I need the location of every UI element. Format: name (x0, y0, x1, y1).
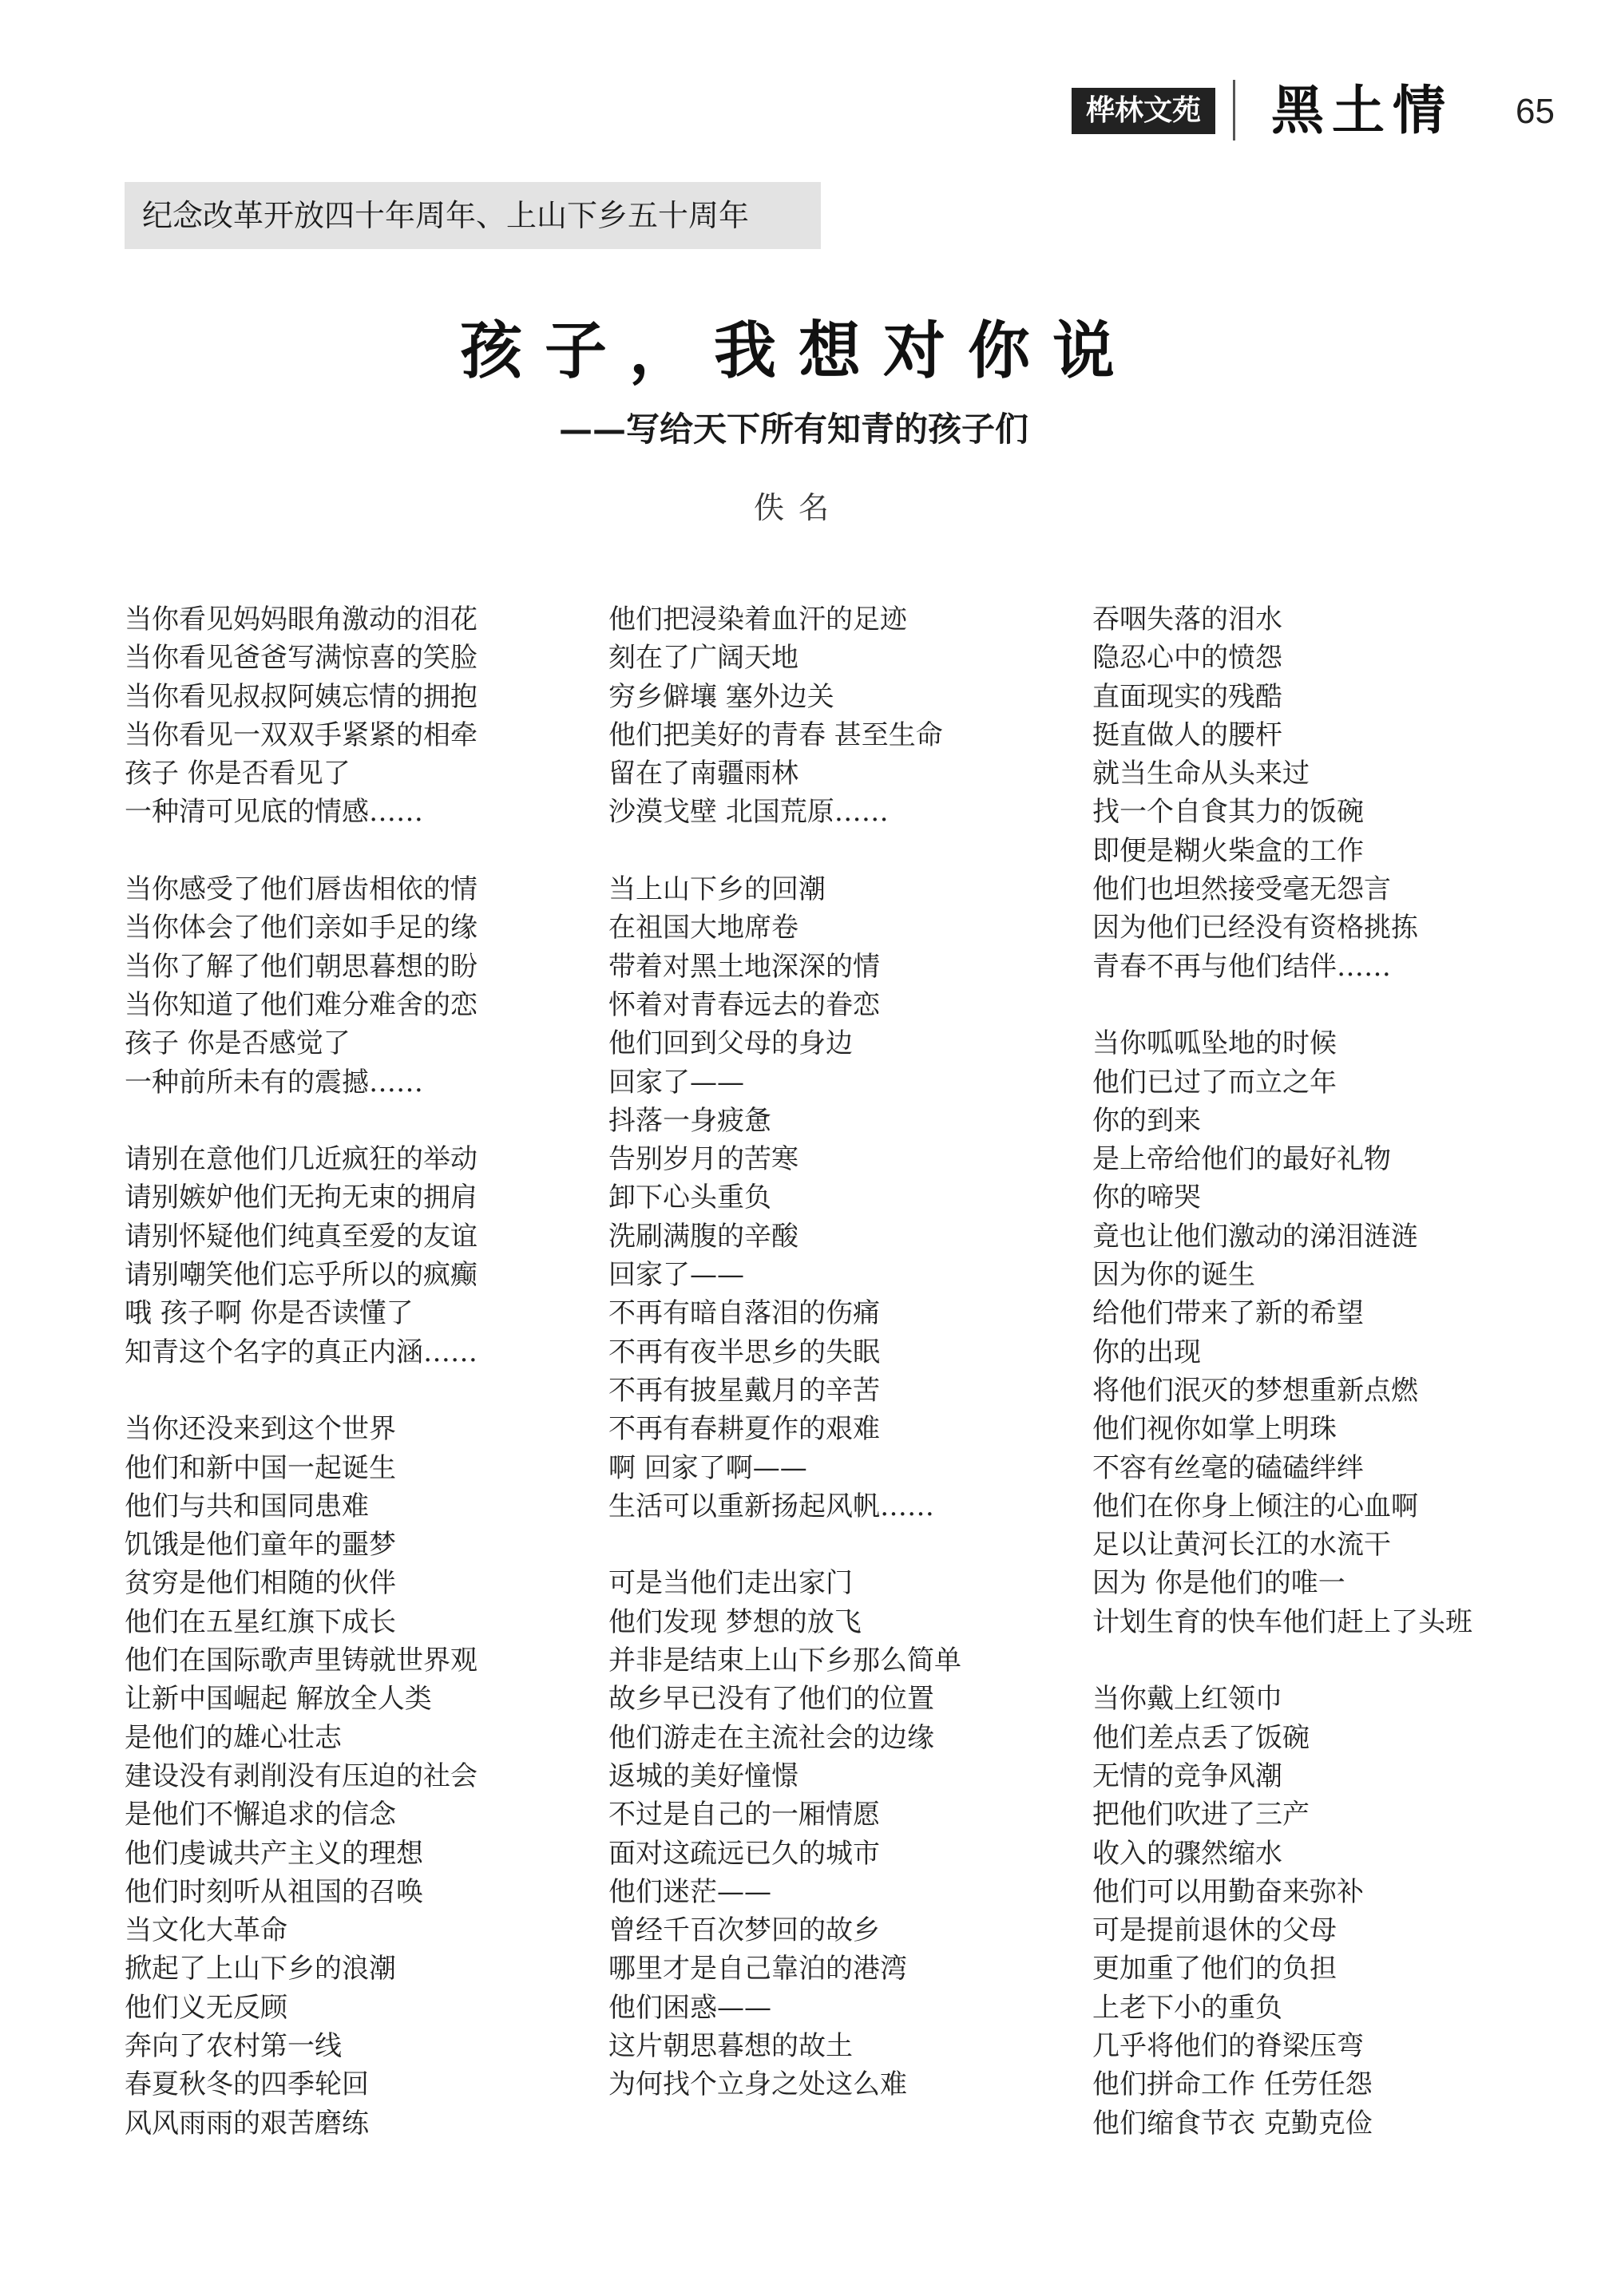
poem-line: 带着对黑土地深深的情 (608, 950, 880, 983)
poem-line: 他们时刻听从祖国的召唤 (125, 1875, 423, 1908)
poem-line: 将他们泯灭的梦想重新点燃 (1092, 1374, 1418, 1407)
poem-line: 当你戴上红领巾 (1092, 1683, 1282, 1716)
stanza-break (125, 1372, 572, 1410)
poem-line: 他们拼命工作 任劳任怨 (1092, 2068, 1373, 2101)
poem-line: 当文化大革命 (125, 1914, 287, 1947)
poem-line: 饥饿是他们童年的噩梦 (125, 1529, 396, 1562)
poem-line: 可是当他们走出家门 (608, 1567, 853, 1600)
poem-subtitle: ——写给天下所有知青的孩子们 (559, 410, 1029, 449)
poem-line: 曾经千百次梦回的故乡 (608, 1914, 880, 1947)
poem-line: 为何找个立身之处这么难 (608, 2068, 907, 2101)
poem-line: 收入的骤然缩水 (1092, 1837, 1282, 1870)
poem-line: 哪里才是自己靠泊的港湾 (608, 1953, 907, 1985)
section-tag: 桦林文苑 (1072, 88, 1215, 134)
poem-line: 因为他们已经没有资格挑拣 (1092, 912, 1418, 944)
poem-line: 当你知道了他们难分难舍的恋 (125, 988, 478, 1021)
poem-line: 留在了南疆雨林 (608, 758, 798, 790)
poem-line: 当你看见叔叔阿姨忘情的拥抱 (125, 680, 478, 713)
poem-column-3 (1092, 600, 1587, 2143)
poem-line: 奔向了农村第一线 (125, 2029, 342, 2062)
poem-line: 因为你的诞生 (1092, 1259, 1255, 1292)
poem-line: 他们在国际歌声里铸就世界观 (125, 1645, 478, 1677)
poem-line: 你的啼哭 (1092, 1182, 1201, 1214)
poem-line: 在祖国大地席卷 (608, 912, 798, 944)
poem-line: 掀起了上山下乡的浪潮 (125, 1953, 396, 1985)
poem-line: 他们游走在主流社会的边缘 (608, 1721, 934, 1754)
stanza-break (1092, 1641, 1587, 1680)
poem-line: 孩子 你是否看见了 (125, 758, 351, 790)
poem-line: 建设没有剥削没有压迫的社会 (125, 1760, 478, 1792)
poem-line: 他们差点丢了饭碗 (1092, 1721, 1310, 1754)
poem-line: 不再有披星戴月的辛苦 (608, 1374, 880, 1407)
poem-line: 找一个自食其力的饭碗 (1092, 796, 1364, 829)
poem-line: 可是提前退休的父母 (1092, 1914, 1337, 1947)
poem-line: 春夏秋冬的四季轮回 (125, 2068, 369, 2101)
page-number: 65 (1516, 92, 1555, 131)
poem-line: 即便是糊火柴盒的工作 (1092, 834, 1364, 867)
poem-line: 把他们吹进了三产 (1092, 1799, 1310, 1831)
poem-line: 抖落一身疲惫 (608, 1104, 771, 1137)
poem-line: 卸下心头重负 (608, 1182, 771, 1214)
stanza-break (125, 832, 572, 870)
stanza-break (608, 1526, 1056, 1564)
poem-line: 他们把美好的青春 甚至生命 (608, 718, 943, 751)
poem-line: 隐忍心中的愤怨 (1092, 642, 1282, 675)
magazine-brand: 黑土情 (1271, 79, 1453, 141)
poem-line: 更加重了他们的负担 (1092, 1953, 1337, 1985)
poem-line: 他们与共和国同患难 (125, 1490, 369, 1522)
poem-line: 一种清可见底的情感…… (125, 796, 423, 829)
anniversary-banner: 纪念改革开放四十年周年、上山下乡五十周年 (125, 182, 821, 249)
poem-column-1 (125, 600, 572, 2143)
poem-line: 请别在意他们几近疯狂的举动 (125, 1143, 478, 1176)
poem-line: 当你还没来到这个世界 (125, 1413, 396, 1446)
poem-line: 当你看见一双双手紧紧的相牵 (125, 718, 478, 751)
poem-title: 孩子，我想对你说 (459, 315, 1137, 387)
poem-line: 是他们不懈追求的信念 (125, 1799, 396, 1831)
poem-line: 告别岁月的苦寒 (608, 1143, 798, 1176)
poem-line: 就当生命从头来过 (1092, 758, 1310, 790)
poem-column-2 (608, 600, 1056, 2104)
poem-line: 当你看见妈妈眼角激动的泪花 (125, 604, 478, 635)
poem-line: 风风雨雨的艰苦磨练 (125, 2107, 369, 2140)
poem-line: 他们困惑—— (608, 1991, 771, 2024)
poem-line: 挺直做人的腰杆 (1092, 718, 1282, 751)
poem-line: 他们在你身上倾注的心血啊 (1092, 1490, 1418, 1522)
poem-line: 洗刷满腹的辛酸 (608, 1220, 798, 1253)
poem-line: 请别嫉妒他们无拘无束的拥肩 (125, 1182, 478, 1214)
poem-line: 返城的美好憧憬 (608, 1760, 798, 1792)
poem-line: 并非是结束上山下乡那么简单 (608, 1645, 961, 1677)
poem-line: 上老下小的重负 (1092, 1991, 1282, 2024)
poem-line: 他们义无反顾 (125, 1991, 287, 2024)
poem-line: 孩子 你是否感觉了 (125, 1027, 351, 1060)
poem-author: 佚名 (753, 490, 843, 525)
poem-line: 让新中国崛起 解放全人类 (125, 1683, 432, 1716)
poem-line: 给他们带来了新的希望 (1092, 1297, 1364, 1330)
poem-line: 他们也坦然接受毫无怨言 (1092, 873, 1391, 906)
poem-line: 他们已过了而立之年 (1092, 1066, 1337, 1099)
poem-line: 直面现实的残酷 (1092, 680, 1282, 713)
poem-line: 当上山下乡的回潮 (608, 873, 826, 906)
poem-line: 他们在五星红旗下成长 (125, 1605, 396, 1638)
poem-line: 回家了—— (608, 1259, 744, 1292)
poem-line: 啊 回家了啊—— (608, 1451, 807, 1484)
poem-line: 他们缩食节衣 克勤克俭 (1092, 2107, 1373, 2140)
poem-line: 计划生育的快车他们赶上了头班 (1092, 1605, 1472, 1638)
poem-line: 当你看见爸爸写满惊喜的笑脸 (125, 642, 478, 675)
poem-line: 你的到来 (1092, 1104, 1201, 1137)
poem-line: 青春不再与他们结伴…… (1092, 950, 1391, 983)
poem-line: 他们回到父母的身边 (608, 1027, 853, 1060)
poem-line: 当你呱呱坠地的时候 (1092, 1027, 1337, 1060)
poem-line: 穷乡僻壤 塞外边关 (608, 680, 834, 713)
poem-line: 面对这疏远已久的城市 (608, 1837, 880, 1870)
stanza-break (1092, 986, 1587, 1024)
poem-line: 你的出现 (1092, 1336, 1201, 1368)
poem-line: 他们和新中国一起诞生 (125, 1451, 396, 1484)
poem-line: 请别嘲笑他们忘乎所以的疯癫 (125, 1259, 478, 1292)
poem-line: 几乎将他们的脊梁压弯 (1092, 2029, 1364, 2062)
poem-line: 当你感受了他们唇齿相依的情 (125, 873, 478, 906)
poem-line: 请别怀疑他们纯真至爱的友谊 (125, 1220, 478, 1253)
poem-line: 怀着对青春远去的眷恋 (608, 988, 880, 1021)
poem-line: 知青这个名字的真正内涵…… (125, 1336, 478, 1368)
poem-line: 他们虔诚共产主义的理想 (125, 1837, 423, 1870)
poem-line: 不再有暗自落泪的伤痛 (608, 1297, 880, 1330)
poem-line: 是他们的雄心壮志 (125, 1721, 342, 1754)
stanza-break (125, 1102, 572, 1140)
header-divider (1233, 80, 1235, 141)
poem-line: 他们可以用勤奋来弥补 (1092, 1875, 1364, 1908)
stanza-break (608, 832, 1056, 870)
poem-line: 这片朝思暮想的故土 (608, 2029, 853, 2062)
poem-line: 生活可以重新扬起风帆…… (608, 1490, 934, 1522)
poem-line: 他们发现 梦想的放飞 (608, 1605, 862, 1638)
poem-line: 因为 你是他们的唯一 (1092, 1567, 1345, 1600)
poem-line: 他们迷茫—— (608, 1875, 771, 1908)
poem-line: 刻在了广阔天地 (608, 642, 798, 675)
poem-line: 一种前所未有的震撼…… (125, 1066, 423, 1099)
poem-line: 吞咽失落的泪水 (1092, 604, 1282, 635)
poem-line: 沙漠戈壁 北国荒原…… (608, 796, 889, 829)
poem-line: 不过是自己的一厢情愿 (608, 1799, 880, 1831)
poem-line: 不再有夜半思乡的失眠 (608, 1336, 880, 1368)
poem-line: 不容有丝毫的磕磕绊绊 (1092, 1451, 1364, 1484)
poem-line: 当你体会了他们亲如手足的缘 (125, 912, 478, 944)
poem-line: 贫穷是他们相随的伙伴 (125, 1567, 396, 1600)
poem-line: 竟也让他们激动的涕泪涟涟 (1092, 1220, 1418, 1253)
poem-line: 不再有春耕夏作的艰难 (608, 1413, 880, 1446)
poem-line: 回家了—— (608, 1066, 744, 1099)
poem-line: 当你了解了他们朝思暮想的盼 (125, 950, 478, 983)
poem-line: 他们视你如掌上明珠 (1092, 1413, 1337, 1446)
poem-line: 哦 孩子啊 你是否读懂了 (125, 1297, 414, 1330)
poem-line: 他们把浸染着血汗的足迹 (608, 604, 907, 635)
poem-line: 无情的竞争风潮 (1092, 1760, 1282, 1792)
poem-line: 足以让黄河长江的水流干 (1092, 1529, 1391, 1562)
poem-line: 是上帝给他们的最好礼物 (1092, 1143, 1391, 1176)
poem-line: 故乡早已没有了他们的位置 (608, 1683, 934, 1716)
